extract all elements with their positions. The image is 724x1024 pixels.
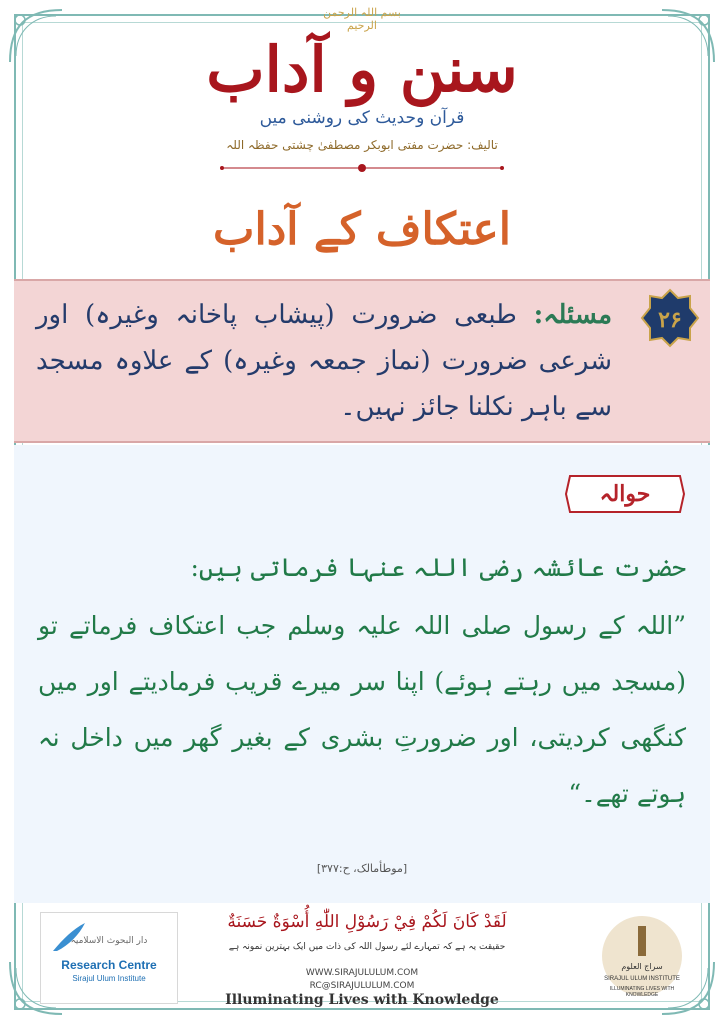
reference-tag: حوالہ	[599, 481, 651, 507]
bismillah-calligraphy: بسم اللہ الرحمن الرحیم	[323, 6, 401, 32]
verse-translation: حقیقت یہ ہے کہ تمہارے لئے رسول اللہ کی ذات میں ایک بہترین نمونہ ہے	[228, 942, 506, 952]
ornamental-divider-icon	[212, 160, 512, 174]
issue-body: طبعی ضرورت (پیشاب پاخانہ وغیرہ) اور شرعی ضرورت (نماز جمعہ وغیرہ) کے علاوہ مسجد سے باہر نکلنا جائز نہیں۔	[36, 300, 612, 422]
institute-logo-urdu: سراج العلوم	[621, 962, 663, 971]
issue-number: ۲۶	[658, 307, 682, 333]
website-link[interactable]: WWW.SIRAJULULUM.COM	[305, 968, 419, 978]
quran-verse: لَقَدْ كَانَ لَكُمْ فِيْ رَسُوْلِ اللّٰهِ أُسْوَةٌ حَسَنَةٌ	[227, 912, 507, 932]
reference-quote: ”اللہ کے رسول صلی اللہ علیہ وسلم جب اعتکاف فرماتے تو (مسجد میں رہتے ہوئے) اپنا سر میرے قریب فرمادیتے اور میں کنگھی کردیتی، اور ضرورتِ بشری کے بغیر گھر میں داخل نہ ہوتے تھے۔“	[38, 611, 686, 808]
section-title: اعتکاف کے آداب	[213, 204, 511, 255]
issue-number-badge	[640, 288, 700, 348]
subtitle: قرآن وحدیث کی روشنی میں	[259, 108, 465, 128]
issue-text	[36, 292, 612, 430]
citation: [موطأمالک، ح:۳۷۷]	[316, 862, 408, 875]
institute-logo-subtitle: ILLUMINATING LIVES WITH KNOWLEDGE	[609, 986, 675, 998]
tagline: Illuminating Lives with Knowledge	[225, 992, 499, 1008]
main-title: سنن و آداب	[206, 33, 518, 106]
research-centre-subtitle: Sirajul Ulum Institute	[72, 974, 146, 983]
corner-ornament-icon	[658, 6, 718, 66]
research-centre-urdu: دار البحوث الاسلامیہ	[70, 936, 148, 946]
author-line: تالیف: حضرت مفتی ابوبکر مصطفیٰ چشتی حفظہ اللہ	[226, 138, 498, 152]
corner-ornament-icon	[6, 6, 66, 66]
reference-intro: حضرت عائشہ رضی اللہ عنہا فرماتی ہیں:	[190, 553, 686, 582]
institute-logo-title: SIRAJUL ULUM INSTITUTE	[604, 976, 680, 982]
issue-label: مسئلہ:	[533, 300, 613, 330]
research-centre-title: Research Centre	[61, 958, 157, 972]
email-link[interactable]: RC@SIRAJULULUM.COM	[309, 981, 415, 991]
